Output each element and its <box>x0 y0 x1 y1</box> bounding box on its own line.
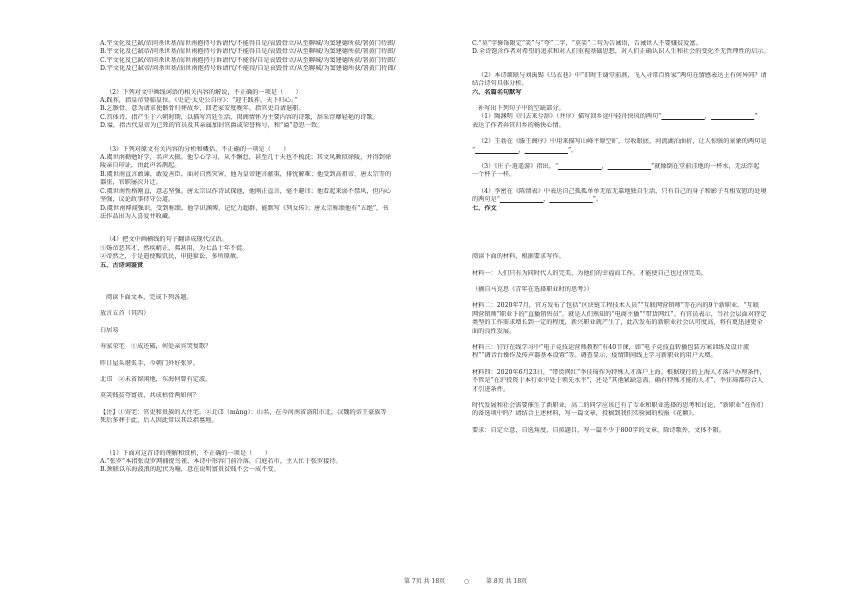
poem-author: 白居易 <box>100 326 119 334</box>
section-5-heading: 五、古诗词鉴赏 <box>100 261 144 269</box>
material-3-line-2: 程”“调音台操作及传声器基本设置”等。调查显示，疫情期间线上学习新职业的用户大增。 <box>472 352 717 360</box>
task-line-2: 的备选项中吗？请结合上述材料，写一篇文章，投稿到我们实验园的校报《花颖》。 <box>472 410 698 418</box>
fill-3-blank-1[interactable]: ______________ <box>558 163 602 171</box>
fill-2-cont: “______________，______________”。 <box>472 146 578 154</box>
q5-option-c: C.“莫”字修饰限定“笑”与“夸”二字，“莫笑”二句为告诫语，告诫世人不要嫌贫爱富。 <box>472 40 702 47</box>
fill-2-blank-1[interactable]: ______________ <box>475 146 519 154</box>
poem-line-2: 昨日屋头堪炙手，今朝门外好张罗。 <box>100 359 199 367</box>
poem-note-cont: 死后多葬于此，后人因此常以其泛指墓地。 <box>100 417 218 425</box>
fill-1: （1）陶渊明《归去来兮辞》（并序）描写回乡途中轻舟快风的两句“______________，______________” <box>478 113 758 121</box>
q1-option-d: D.宇文化及已弑帝/问杀世基/而世南抱持号诉请代/不能得/自是哀毁骨立/从至聊城/为窦建德所获/署黄门侍郎/ <box>100 65 396 73</box>
q3-option-c-cont: 坚强，议论政事持守公道。 <box>100 196 175 204</box>
q3-option-a-cont: 陵亲自印证，由此声名鹊起。 <box>100 162 181 170</box>
q4-stem: （4）把文中画横线的句子翻译成现代汉语。 <box>106 236 228 244</box>
material-4-line-1: 材料四：2020年6月23日，“带货网红”李佳琦作为特殊人才落户上海。根据现行的上海人才落户办理条件， <box>472 368 766 376</box>
right-column <box>472 40 858 435</box>
q1-option-a: A.宇文化及已弑/帝问杀世基/而世南抱持号诉请代/不能得自是/哀毁骨立/从至聊城/为窦建德所获/署黄门侍郎/ <box>100 40 396 47</box>
poem-title: 放言五首（其四） <box>100 310 150 318</box>
fill-4-blank-2[interactable]: ______________ <box>549 196 593 204</box>
material-1: 材料一：人们只有为同时代人的完美、为他们的幸福而工作，才能使自己也过得完美。 <box>472 269 708 277</box>
q4-item-2: ②帝然之，于是遣使赈饥民，申挺狱讼，多所原赦。 <box>100 253 243 261</box>
q5-option-b: B.颈联以东海波浪的起伏为喻，意在说明富贵贫贱不会一成不变。 <box>100 466 280 474</box>
fill-3-blank-2[interactable]: ______________ <box>607 163 652 171</box>
fill-3-cont: 一个杯子一样。 <box>472 171 516 179</box>
fill-1-blank-2[interactable]: ______________ <box>710 113 755 121</box>
q5-option-d: D.全诗饱含作者对希望的追求和对人们重视基础思想，对人们正确认识人生和社会的变化不无哲理性的启示。 <box>472 48 770 56</box>
q2-option-c: C.宫体诗，指产生于六朝时期，以描写宫廷生活、闺阁情怀为主要内容的诗歌，辞采浮靡轻艳的诗歌。 <box>100 113 379 121</box>
section-6-heading: 六、名篇名句默写 <box>472 88 522 96</box>
material-3-line-1: 材料三：钉钉在线学习中“电子竞技运营师教程”有40节课，如“电子竞技直转播包装方案训练及设计流 <box>472 343 750 351</box>
q1-option-b: B.宇文化及已弑帝/问杀世基/而世南抱持号诉请代/不能得自是/哀毁骨立/从至聊城/为窦建德所获/署黄门侍郎/ <box>100 48 396 56</box>
material-4-line-3: 才引进条件。 <box>472 385 510 393</box>
poem-line-4: 莫笑贱贫夸富贵，共成枯骨两如何？ <box>100 392 199 400</box>
essay-requirement: 要求：自定立意，自选角度，自拟题目，写一篇不少于800字的文章，除诗歌外，文体不限。 <box>472 426 726 434</box>
q3-option-b-cont: 器重，官职屡次升迁。 <box>100 179 162 187</box>
q5-option-a: A.“张罗”本指张设罗网捕捉鸟雀，本诗中形容门前冷落，门庭若市，主人忙于张罗接待。 <box>100 458 342 465</box>
poem-line-1: 寿家荣宅 ①成还破，何处亲宾哭复歌？ <box>100 343 212 351</box>
fill-1-cont: 表达了作者奔官归乡的畅快心情。 <box>472 121 565 129</box>
material-2-line-4: 面的良性发展。 <box>472 327 516 335</box>
material-2-line-1: 材料二：2020年7月，官方发布了包括“区块链工程技术人员”“互联网营销师”等在内的9个新职业。“互联 <box>472 302 759 310</box>
q3-option-a: A.虞世南勤勉好学，名声大振。他专心学习，从不懈怠，甚至几十天也不梳洗；其文风颇似徐陵，并得到徐 <box>100 154 392 162</box>
q1-option-c: C.宇文化及已弑/帝问杀世基/而世南抱持号诉请代/不能得/自是哀毁骨立/从至聊城/为窦建德所获/署黄门侍郎/ <box>100 56 396 64</box>
fill-4-blank-1[interactable]: ______________ <box>499 196 544 204</box>
q6-stem-cont: 结合诗句具体分析。 <box>472 80 528 88</box>
fill-4: （4）李密在《陈情表》中表达自己孤孤单单无依无靠地独自生活，只有自己的身子和影子互相安慰的处境 <box>478 187 767 195</box>
material-2-line-3: 类型的工作需求增长到一定的程度，新兴职业就产生了，此次发布的新职业社会认可度高，将有更迅速更全 <box>472 319 763 327</box>
poem-note: 【注】①寄宅：官吏和贵族的大住宅。②北邙（mǎng）：山名，在今河南省洛阳市北，汉魏的帝王豪族等 <box>100 408 387 416</box>
fill-2: （2）王勃在《滕王阁序》中用来描写山峰平原空旷，尽收眼底，河流湖泊曲折，让人惊骇的景象的两句是 <box>478 138 767 146</box>
section-7-heading: 七、作文 <box>472 204 497 212</box>
fill-2-blank-2[interactable]: ______________ <box>524 146 568 154</box>
material-2-line-2: 网营销师”职业下的“直播销售员”，就是人们熟知的“电商主播”“带货网红”。有官员表示，当社会层面对特定 <box>472 310 767 318</box>
fill-1-blank-1[interactable]: ______________ <box>661 113 705 121</box>
fill-4-cont: 的两句是“______________，______________”。 <box>472 196 603 204</box>
poem-intro: 阅读下面文本，完成下列各题。 <box>106 293 193 301</box>
fill-intro: 补写出下列句子中的空缺部分。 <box>478 105 565 113</box>
q3-option-b: B.虞世南直言敢谏，敢爱善臣。面对自然灾害，他为皇帝建言献策，排忧解难；他受到高祖帝、唐太宗等的 <box>100 170 392 178</box>
q3-option-c: C.虞世南性格刚直，意志坚强。唐太宗以作诗试探他，他刚正直言，毫不避讳；他看起来弱不禁风，但内心 <box>100 187 392 195</box>
q2-stem: （2）下列对文中画线词语的相关内容的解说，不正确的一项是（ ） <box>106 88 302 96</box>
page-separator-icon: ○ <box>464 578 470 585</box>
task-line-1: 时代发展和社会需要催生了新职业，高二的同学应该已有了专业和职业选择的思考和讨论，“新职业”在你们 <box>472 401 763 409</box>
q5-stem: （1）下面对这首诗的理解和赏析，不正确的一项是（ ） <box>106 449 271 457</box>
q6-stem: （2）本诗颔联与刘禹锡《乌衣巷》中“旧时王谢堂前燕，飞入寻常百姓家”两句在情感表达上有何异同？请 <box>478 71 767 79</box>
q3-option-d: D.虞世南博闻强识，受到称颂。他学识渊博，记忆力超群，能默写《列女传》；唐太宗称颂他有“五绝”，书 <box>100 204 389 212</box>
material-1-source: （摘自马克思《青年在选择职业时的思考》） <box>472 285 593 293</box>
poem-line-3: 北邙 ②未省留闲地，东海何曾有定波。 <box>100 375 212 383</box>
q2-option-b: B.乞骸骨，意为请求使骸骨归葬故乡，回老家安度晚年。指官吏自请退职。 <box>100 105 305 113</box>
material-4-line-2: 不管是“在沪投资于本行业中处于领先水平”，还是“其他紧缺急需、确有特殊才能的人才”，李佳琦都符合人 <box>472 377 764 385</box>
q3-option-d-cont: 法作品出为人喜爱并收藏。 <box>100 212 175 220</box>
q3-stem: （3）下列对原文有关内容的分析和概括，不正确的一项是（ ） <box>106 145 290 153</box>
essay-intro: 阅读下面的材料，根据要求写作。 <box>472 253 565 261</box>
q4-item-1: ①炀帝恶其才，然疾峭正，弗甚用，为七品十年不徙。 <box>100 244 249 252</box>
q2-option-a: A.践祚，指皇帝登临皇位。《史记·太史公自序》：“迎王践祚，天下归心。” <box>100 97 298 105</box>
right-page-number: 第 8页 共 18页 <box>486 578 528 585</box>
q2-option-d: D.谥，指古代皇帝为已死的官员及其亲属加封官爵或荣誉称号，和“谥”意思一致。 <box>100 122 324 130</box>
fill-3: （3）《庄子·逍遥游》指出，“______________，______________”就像倒在堂前洼地的一杯水，无法浮起 <box>478 163 760 171</box>
left-page-number: 第 7页 共 18页 <box>404 578 446 585</box>
left-column <box>100 40 486 475</box>
